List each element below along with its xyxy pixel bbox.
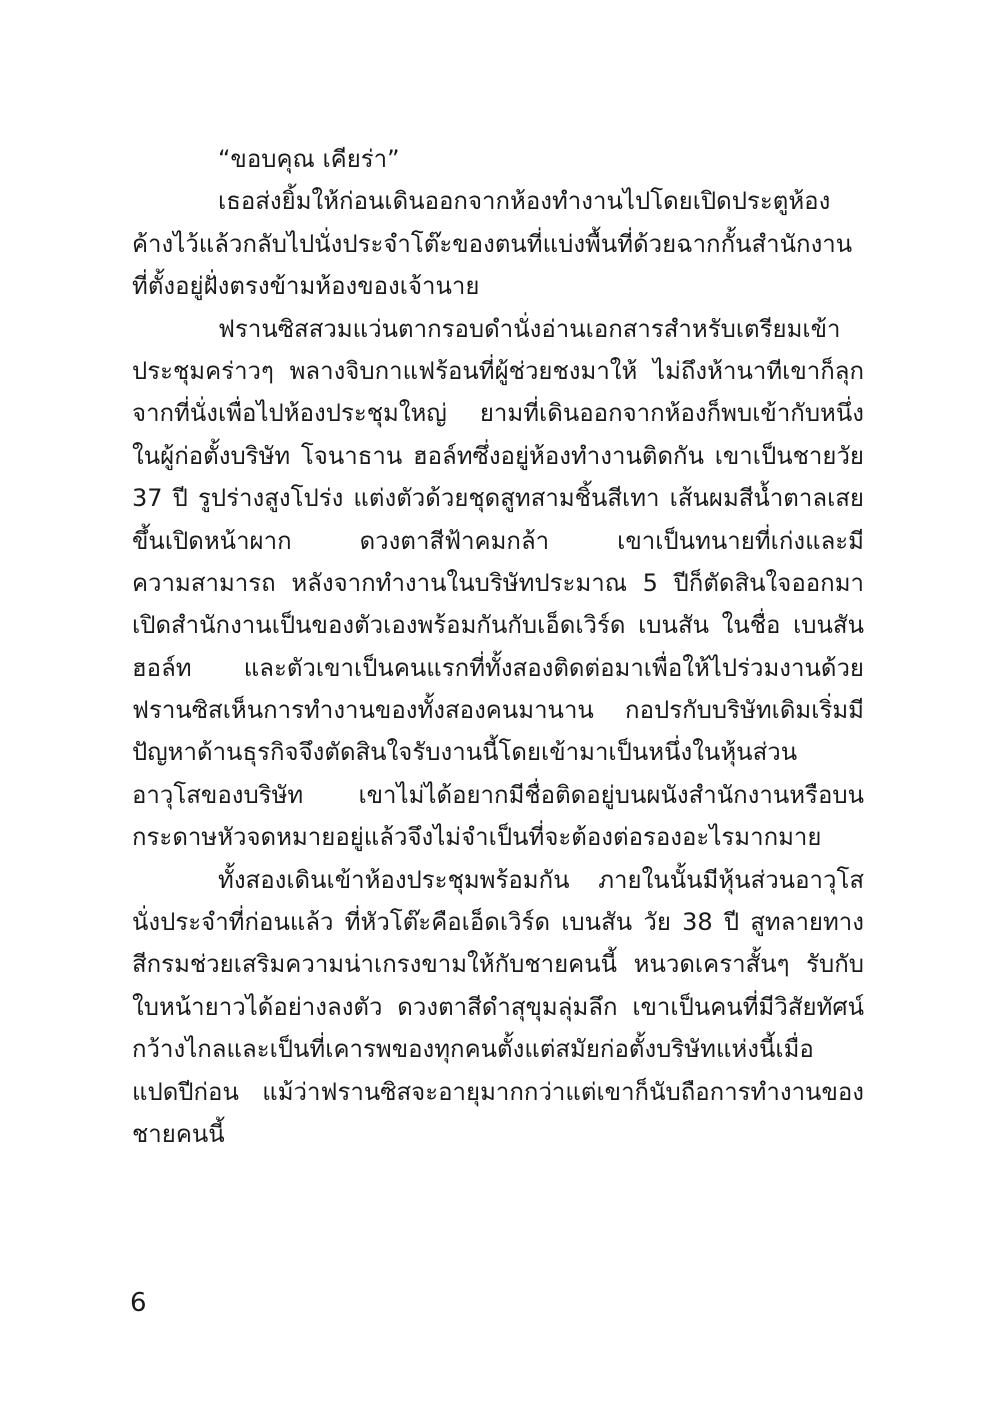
text-line: จากที่นั่งเพื่อไปห้องประชุมใหญ่ ยามที่เดินออกจากห้องก็พบเข้ากับหนึ่ง: [132, 399, 864, 428]
text-line: ชายคนนี้: [132, 1119, 225, 1148]
text-line: แปดปีก่อน แม้ว่าฟรานซิสจะอายุมากกว่าแต่เขาก็นับถือการทำงานของ: [132, 1077, 864, 1106]
text-line: สีกรมช่วยเสริมความน่าเกรงขามให้กับชายคนนี้ หนวดเคราสั้นๆ รับกับ: [132, 950, 864, 979]
text-line: ในผู้ก่อตั้งบริษัท โจนาธาน ฮอล์ทซึ่งอยู่ห้องทำงานติดกัน เขาเป็นชายวัย: [132, 441, 864, 470]
text-line: “ขอบคุณ เคียร่า”: [218, 145, 400, 173]
text-line: ฟรานซิสสวมแว่นตากรอบดำนั่งอ่านเอกสารสำหรับเตรียมเข้า: [218, 314, 841, 343]
page-number: 6: [130, 1288, 147, 1318]
text-line: ทั้งสองเดินเข้าห้องประชุมพร้อมกัน ภายในนั้นมีหุ้นส่วนอาวุโส: [218, 865, 864, 894]
text-line: ปัญหาด้านธุรกิจจึงตัดสินใจรับงานนี้โดยเข้ามาเป็นหนึ่งในหุ้นส่วน: [132, 738, 798, 767]
text-line: ประชุมคร่าวๆ พลางจิบกาแฟร้อนที่ผู้ช่วยชงมาให้ ไม่ถึงห้านาทีเขาก็ลุก: [132, 356, 864, 385]
text-line: ค้างไว้แล้วกลับไปนั่งประจำโต๊ะของตนที่แบ่งพื้นที่ด้วยฉากกั้นสำนักงาน: [132, 229, 853, 258]
text-line: กว้างไกลและเป็นที่เคารพของทุกคนตั้งแต่สมัยก่อตั้งบริษัทแห่งนี้เมื่อ: [132, 1035, 814, 1064]
text-line: นั่งประจำที่ก่อนแล้ว ที่หัวโต๊ะคือเอ็ดเวิร์ด เบนสัน วัย 38 ปี สูทลายทาง: [132, 908, 864, 937]
text-line: เธอส่งยิ้มให้ก่อนเดินออกจากห้องทำงานไปโดยเปิดประตูห้อง: [218, 187, 831, 216]
text-line: ใบหน้ายาวได้อย่างลงตัว ดวงตาสีดำสุขุมลุ่มลึก เขาเป็นคนที่มีวิสัยทัศน์: [132, 992, 864, 1021]
text-line: ฮอล์ท และตัวเขาเป็นคนแรกที่ทั้งสองติดต่อมาเพื่อให้ไปร่วมงานด้วย: [132, 653, 864, 682]
body-text: [132, 138, 864, 1155]
text-line: เปิดสำนักงานเป็นของตัวเองพร้อมกันกับเอ็ดเวิร์ด เบนสัน ในชื่อ เบนสัน: [132, 611, 864, 640]
text-line: กระดาษหัวจดหมายอยู่แล้วจึงไม่จำเป็นที่จะต้องต่อรองอะไรมากมาย: [132, 823, 822, 852]
text-line: ที่ตั้งอยู่ฝั่งตรงข้ามห้องของเจ้านาย: [132, 272, 480, 301]
text-line: อาวุโสของบริษัท เขาไม่ได้อยากมีชื่อติดอยู่บนผนังสำนักงานหรือบน: [132, 780, 864, 809]
text-line: ความสามารถ หลังจากทำงานในบริษัทประมาณ 5 ปีก็ตัดสินใจออกมา: [132, 568, 864, 597]
text-line: 37 ปี รูปร่างสูงโปร่ง แต่งตัวด้วยชุดสูทสามชิ้นสีเทา เส้นผมสีน้ำตาลเสย: [132, 484, 864, 513]
text-line: ฟรานซิสเห็นการทำงานของทั้งสองคนมานาน กอปรกับบริษัทเดิมเริ่มมี: [132, 696, 864, 725]
text-line: ขึ้นเปิดหน้าผาก ดวงตาสีฟ้าคมกล้า เขาเป็นทนายที่เก่งและมี: [132, 526, 864, 555]
